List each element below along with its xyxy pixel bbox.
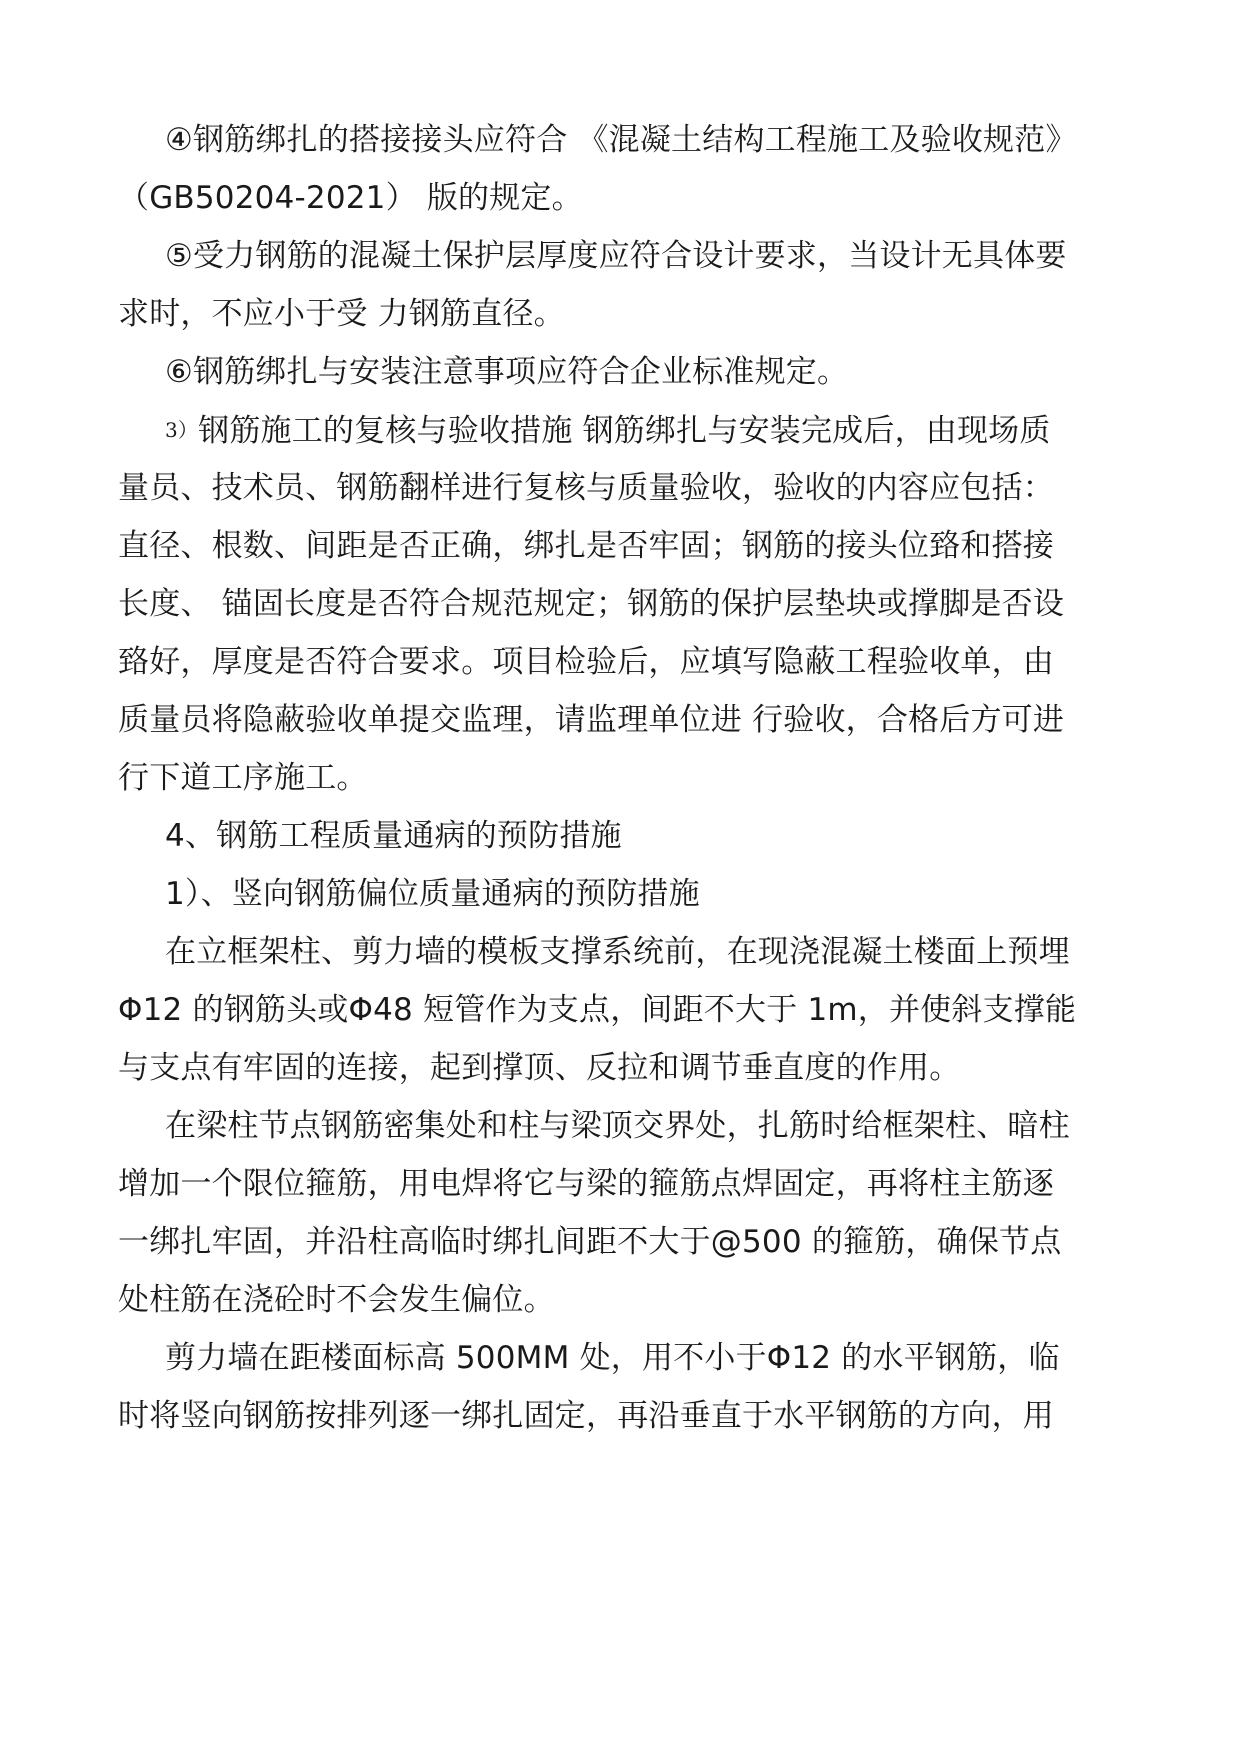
text-line: 量员、技术员、钢筋翻样进行复核与质量验收，验收的内容应包括：: [118, 470, 1054, 506]
text-line: 行下道工序施工。: [118, 760, 368, 796]
text-line: 与支点有牢固的连接，起到撑顶、反拉和调节垂直度的作用。: [118, 1050, 961, 1086]
text-line: ④钢筋绑扎的搭接接头应符合 《混凝土结构工程施工及验收规范》: [165, 122, 1077, 158]
text-line: 在梁柱节点钢筋密集处和柱与梁顶交界处，扎筋时给框架柱、暗柱: [165, 1108, 1070, 1144]
text-line: （GB50204-2021） 版的规定。: [118, 180, 583, 216]
text-line: 3）钢筋施工的复核与验收措施 钢筋绑扎与安装完成后，由现场质: [0, 410, 1241, 451]
text-line: 直径、根数、间距是否正确，绑扎是否牢固；钢筋的接头位臵和搭接: [118, 528, 1054, 564]
text-line: 求时，不应小于受 力钢筋直径。: [118, 296, 565, 332]
subsection-heading: 1）、竖向钢筋偏位质量通病的预防措施: [165, 876, 700, 912]
text-line: 质量员将隐蔽验收单提交监理，请监理单位进 行验收，合格后方可进: [118, 702, 1065, 738]
section-marker: 3）: [165, 418, 199, 442]
text-line: 时将竖向钢筋按排列逐一绑扎固定，再沿垂直于水平钢筋的方向，用: [118, 1398, 1054, 1434]
section-heading: 4、钢筋工程质量通病的预防措施: [165, 818, 622, 854]
text-line: 增加一个限位箍筋，用电焊将它与梁的箍筋点焊固定，再将柱主筋逐: [118, 1166, 1054, 1202]
text-line: ⑥钢筋绑扎与安装注意事项应符合企业标准规定。: [165, 354, 849, 390]
text-line: Φ12 的钢筋头或Φ48 短管作为支点，间距不大于 1m，并使斜支撑能: [118, 992, 1077, 1028]
text-line: 一绑扎牢固，并沿柱高临时绑扎间距不大于@500 的箍筋，确保节点: [118, 1224, 1062, 1260]
text-line: ⑤受力钢筋的混凝土保护层厚度应符合设计要求，当设计无具体要: [165, 238, 1067, 274]
text-line: 长度、 锚固长度是否符合规范规定；钢筋的保护层垫块或撑脚是否设: [118, 586, 1065, 622]
text-line: 剪力墙在距楼面标高 500MM 处，用不小于Φ12 的水平钢筋，临: [165, 1340, 1060, 1376]
text-line: 在立框架柱、剪力墙的模板支撑系统前，在现浇混凝土楼面上预埋: [165, 934, 1070, 970]
text-line: 处柱筋在浇砼时不会发生偏位。: [118, 1282, 555, 1318]
text-line: 臵好，厚度是否符合要求。项目检验后，应填写隐蔽工程验收单，由: [118, 644, 1054, 680]
